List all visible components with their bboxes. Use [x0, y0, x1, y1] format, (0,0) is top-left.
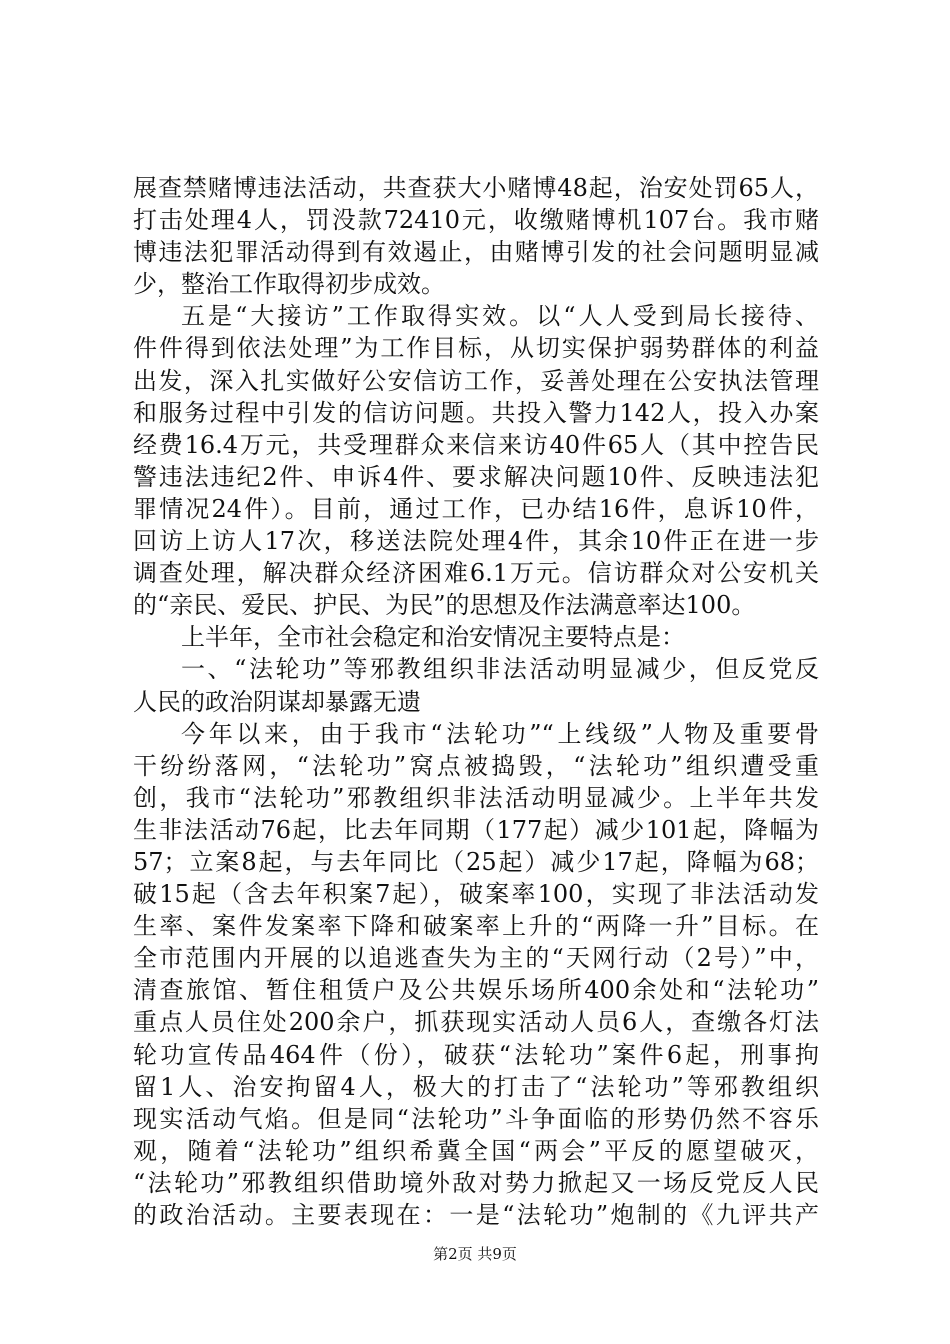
text-line: 五是“大接访”工作取得实效。以“人人受到局长接待、 [181, 302, 819, 331]
text-line: 经费16.4万元，共受理群众来信来访40件65人（其中控告民 [133, 430, 819, 459]
text-line: 重点人员住处200余户，抓获现实活动人员6人，查缴各灯法 [133, 1008, 819, 1037]
text-line: 件件得到依法处理”为工作目标，从切实保护弱势群体的利益 [133, 334, 819, 363]
page-footer: 第2页 共9页 [433, 1245, 517, 1263]
text-line: 出发，深入扎实做好公安信访工作，妥善处理在公安执法管理 [133, 366, 819, 395]
text-line: 破15起（含去年积案7起），破案率100，实现了非法活动发 [133, 880, 819, 909]
text-line: 人民的政治阴谋却暴露无遗 [133, 687, 421, 716]
text-line: 的“亲民、爱民、护民、为民”的思想及作法满意率达100。 [133, 591, 756, 620]
text-line: “法轮功”邪教组织借助境外敌对势力掀起又一场反党反人民 [133, 1168, 819, 1197]
text-line: 少，整治工作取得初步成效。 [133, 270, 445, 299]
text-line: 今年以来，由于我市“法轮功”“上线级”人物及重要骨 [181, 719, 819, 748]
text-line: 57；立案8起，与去年同比（25起）减少17起，降幅为68； [133, 847, 819, 876]
text-line: 一、“法轮功”等邪教组织非法活动明显减少，但反党反 [181, 655, 819, 684]
text-line: 全市范围内开展的以追逃查失为主的“天网行动（2号）”中， [133, 944, 819, 973]
text-line: 轮功宣传品464件（份），破获“法轮功”案件6起，刑事拘 [133, 1040, 819, 1069]
text-line: 打击处理4人，罚没款72410元，收缴赌博机107台。我市赌 [133, 206, 819, 235]
text-line: 清查旅馆、暂住租赁户及公共娱乐场所400余处和“法轮功” [133, 976, 819, 1005]
text-line: 生率、案件发案率下降和破案率上升的“两降一升”目标。在 [133, 912, 819, 941]
text-line: 上半年，全市社会稳定和治安情况主要特点是： [181, 623, 685, 652]
body-text [133, 172, 819, 1231]
text-line: 创，我市“法轮功”邪教组织非法活动明显减少。上半年共发 [133, 783, 819, 812]
text-line: 回访上访人17次，移送法院处理4件，其余10件正在进一步 [133, 527, 819, 556]
text-line: 现实活动气焰。但是同“法轮功”斗争面临的形势仍然不容乐 [133, 1104, 819, 1133]
text-line: 和服务过程中引发的信访问题。共投入警力142人，投入办案 [133, 398, 819, 427]
text-line: 展查禁赌博违法活动，共查获大小赌博48起，治安处罚65人， [133, 174, 819, 202]
text-line: 博违法犯罪活动得到有效遏止，由赌博引发的社会问题明显减 [133, 238, 819, 267]
text-line: 观，随着“法轮功”组织希冀全国“两会”平反的愿望破灭， [133, 1136, 819, 1165]
text-line: 干纷纷落网，“法轮功”窝点被捣毁，“法轮功”组织遭受重 [133, 751, 819, 780]
text-line: 的政治活动。主要表现在：一是“法轮功”炮制的《九评共产 [133, 1201, 819, 1229]
text-line: 留1人、治安拘留4人，极大的打击了“法轮功”等邪教组织 [133, 1072, 819, 1101]
text-line: 警违法违纪2件、申诉4件、要求解决问题10件、反映违法犯 [133, 462, 819, 491]
text-line: 罪情况24件）。目前，通过工作，已办结16件，息诉10件， [133, 494, 819, 523]
text-line: 生非法活动76起，比去年同期（177起）减少101起，降幅为 [133, 815, 819, 844]
text-line: 调查处理，解决群众经济困难6.1万元。信访群众对公安机关 [133, 559, 819, 588]
